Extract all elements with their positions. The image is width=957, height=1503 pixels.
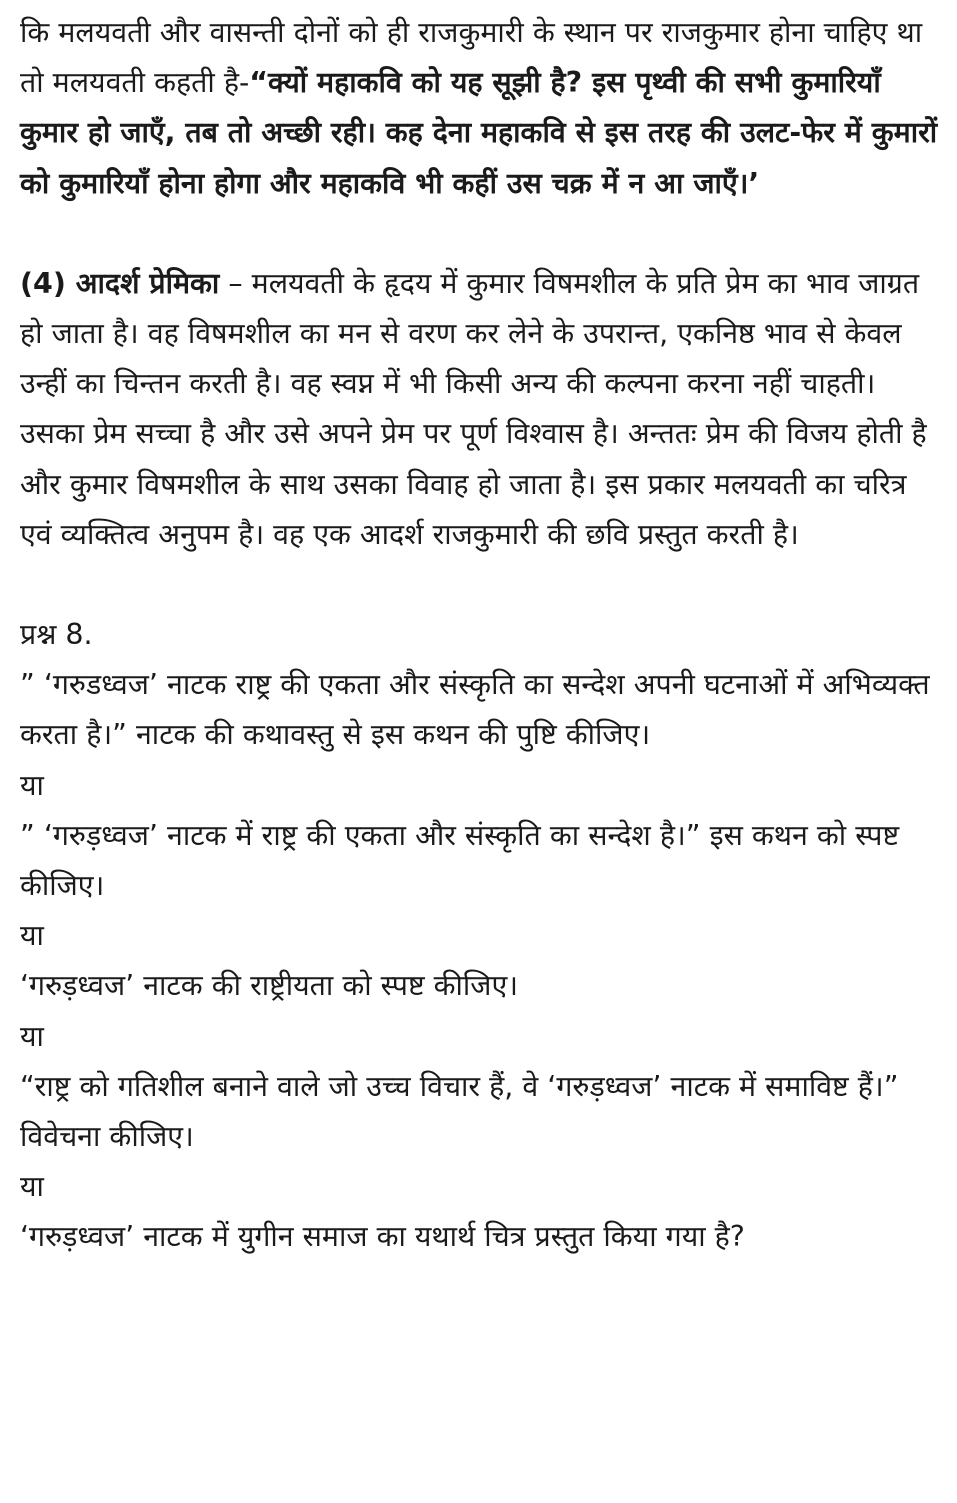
question-number: प्रश्न 8. — [20, 618, 93, 652]
or-separator: या — [20, 919, 44, 953]
or-separator: या — [20, 768, 44, 802]
paragraph-ideal-lover — [20, 259, 939, 560]
question-text-2: ” ‘गरुड़ध्वज’ नाटक में राष्ट्र की एकता और संस्कृति का सन्देश है।” इस कथन को स्पष्ट कीजिए। — [20, 818, 900, 903]
question-text-5: ‘गरुड़ध्वज’ नाटक में युगीन समाज का यथार्थ चित्र प्रस्तुत किया गया है? — [20, 1220, 745, 1254]
paragraph-malayavati-quote — [20, 8, 939, 209]
section-heading: (4) आदर्श प्रेमिका — [20, 266, 220, 300]
question-text-1: ” ‘गरुडध्वज’ नाटक राष्ट्र की एकता और संस्कृति का सन्देश अपनी घटनाओं में अभिव्यक्त करता है।” नाटक की कथावस्तु से इस कथन की पुष्टि कीजिए। — [20, 668, 930, 752]
question-text-3: ‘गरुड़ध्वज’ नाटक की राष्ट्रीयता को स्पष्ट कीजिए। — [20, 969, 519, 1003]
paragraph-intro-text: कि मलयवती और वासन्ती दोनों को ही राजकुमारी के स्थान पर राजकुमार होना चाहिए था तो मलयवती कहती है- — [20, 16, 923, 100]
or-separator: या — [20, 1019, 44, 1053]
section-body-text: – मलयवती के हृदय में कुमार विषमशील के प्रति प्रेम का भाव जाग्रत हो जाता है। वह विषमशील का मन से वरण कर लेने के उपरान्त, एकनिष्ठ भाव से केवल उन्हीं का चिन्तन करती है। वह स्वप्न में भी किसी अन्य की कल्पना करना नहीं चाहती। उसका प्रेम सच्चा है और उसे अपने प्रेम पर पूर्ण विश्वास है। अन्ततः प्रेम की विजय होती है और कुमार विषमशील के साथ उसका विवाह हो जाता है। इस प्रकार मलयवती का चरित्र एवं व्यक्तित्व अनुपम है। वह एक आदर्श राजकुमारी की छवि प्रस्तुत करती है। — [20, 266, 927, 551]
or-separator: या — [20, 1170, 44, 1204]
question-text-4: “राष्ट्र को गतिशील बनाने वाले जो उच्च विचार हैं, वे ‘गरुड़ध्वज’ नाटक में समाविष्ट हैं।” विवेचना कीजिए। — [20, 1069, 899, 1154]
bold-quote-text: “क्यों महाकवि को यह सूझी है? इस पृथ्वी की सभी कुमारियाँ कुमार हो जाएँ, तब तो अच्छी रही। कह देना महाकवि से इस तरह की उलट-फेर में कुमारों को कुमारियाँ होना होगा और महाकवि भी कहीं उस चक्र में न आ जाएँ।’ — [20, 66, 938, 200]
paragraph-spacer — [20, 209, 939, 259]
paragraph-spacer — [20, 560, 939, 610]
